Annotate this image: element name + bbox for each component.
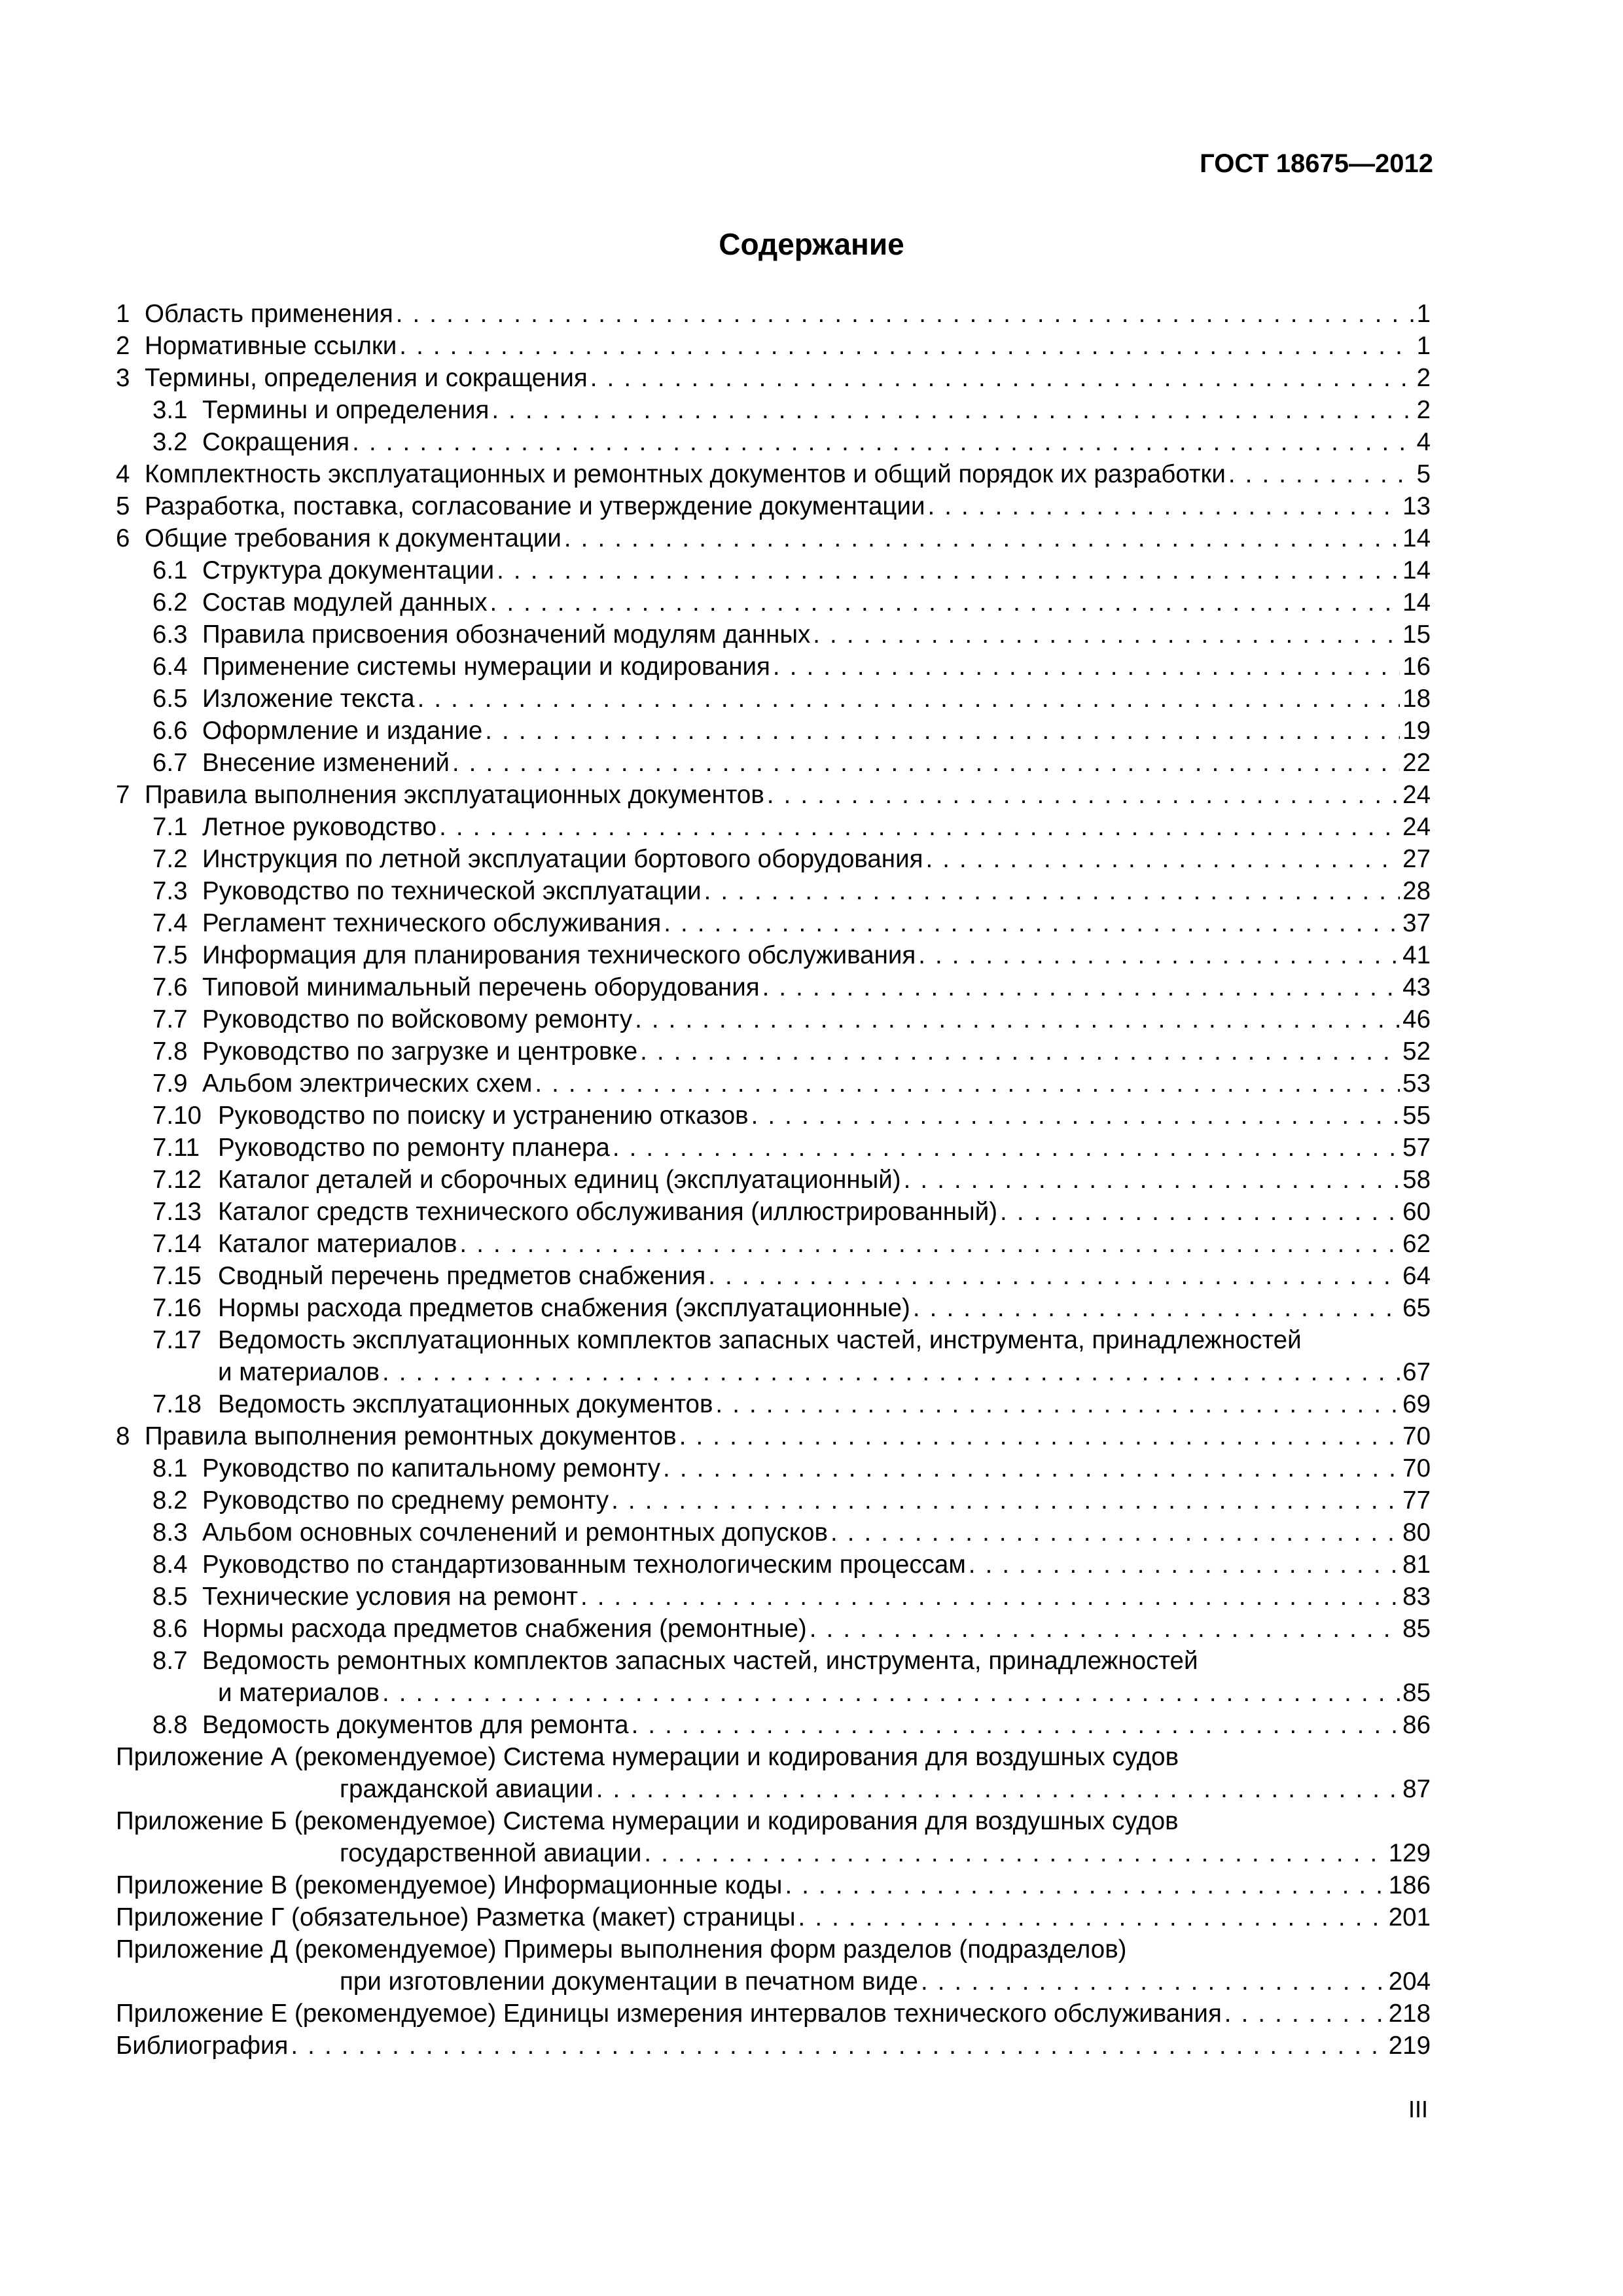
toc-entry-title: Ведомость эксплуатационных комплектов запасных частей, инструмента, принадлежностей [218, 1326, 1302, 1354]
toc-entry-number: 6.5 [152, 685, 188, 713]
toc-entry-title: Руководство по технической эксплуатации [202, 877, 702, 905]
toc-entry-number: 7.10 [152, 1102, 202, 1130]
toc-entry-title: Термины, определения и сокращения [145, 364, 588, 392]
toc-entry-title: Структура документации [202, 556, 495, 584]
toc-entry[interactable] [116, 619, 1431, 651]
toc-entry-page: 186 [1388, 1871, 1431, 1899]
toc-entry-page: 27 [1402, 845, 1431, 873]
toc-entry[interactable] [116, 394, 1431, 426]
toc-entry-number: 7.3 [152, 877, 188, 905]
toc-entry-number: 7.5 [152, 941, 188, 969]
toc-entry-page: 129 [1388, 1839, 1431, 1867]
toc-dot-leader [927, 490, 1400, 522]
toc-entry[interactable] [116, 1260, 1431, 1292]
toc-entry-title: Изложение текста [202, 685, 415, 713]
toc-entry-title: Правила выполнения эксплуатационных документов [145, 781, 764, 809]
toc-dot-leader [613, 1132, 1400, 1164]
toc-entry-number: 6.7 [152, 749, 188, 777]
toc-entry-title: Приложение Д (рекомендуемое) Примеры выполнения форм разделов (подразделов) [116, 1935, 1127, 1964]
toc-entry-title: Разработка, поставка, согласование и утверждение документации [145, 492, 925, 520]
toc-dot-leader [921, 1965, 1386, 1998]
toc-entry[interactable] [116, 1035, 1431, 1067]
toc-entry-number: 7.11 [152, 1134, 200, 1162]
toc-entry-page: 62 [1402, 1230, 1431, 1258]
toc-entry-title: Технические условия на ремонт [202, 1583, 578, 1611]
toc-entry-title: Применение системы нумерации и кодирования [202, 653, 770, 681]
toc-entry[interactable] [116, 1613, 1431, 1645]
toc-entry-title: Приложение Б (рекомендуемое) Система нумерации и кодирования для воздушных судов [116, 1807, 1179, 1835]
toc-dot-leader [382, 1356, 1400, 1388]
toc-entry-page: 5 [1416, 460, 1431, 488]
toc-entry[interactable] [116, 330, 1431, 362]
toc-entry-page: 204 [1388, 1967, 1431, 1996]
toc-entry-title: Общие требования к документации [145, 524, 562, 552]
toc-dot-leader [439, 811, 1400, 843]
toc-dot-leader [497, 554, 1400, 586]
toc-entry-title: Альбом электрических схем [202, 1069, 533, 1098]
toc-entry-number: 7.13 [152, 1198, 202, 1226]
toc-entry-title: и материалов [218, 1679, 380, 1707]
toc-entry[interactable] [116, 522, 1431, 554]
toc-entry-title: Ведомость эксплуатационных документов [218, 1390, 713, 1418]
toc-entry-page: 37 [1402, 909, 1431, 937]
toc-entry-title: Руководство по войсковому ремонту [202, 1005, 633, 1033]
toc-dot-leader [762, 971, 1400, 1003]
toc-entry-page: 60 [1402, 1198, 1431, 1226]
toc-entry[interactable] [116, 1837, 1431, 1869]
toc-entry-page: 2 [1416, 364, 1431, 392]
toc-entry-page: 14 [1402, 556, 1431, 584]
toc-entry[interactable] [116, 747, 1431, 779]
toc-entry[interactable] [116, 1741, 1431, 1773]
toc-dot-leader [751, 1100, 1400, 1132]
toc-dot-leader [913, 1292, 1400, 1324]
toc-entry[interactable] [116, 1805, 1431, 1837]
toc-entry-title: Каталог деталей и сборочных единиц (эксплуатационный) [218, 1166, 901, 1194]
toc-dot-leader [708, 1260, 1400, 1292]
toc-entry-number: 6.4 [152, 653, 188, 681]
toc-entry-title: Сокращения [202, 428, 350, 456]
toc-entry-title: Правила выполнения ремонтных документов [145, 1422, 677, 1450]
toc-entry[interactable] [116, 1164, 1431, 1196]
toc-entry[interactable] [116, 843, 1431, 875]
toc-dot-leader [452, 747, 1400, 779]
toc-entry-page: 19 [1402, 717, 1431, 745]
document-code: ГОСТ 18675—2012 [1200, 149, 1433, 178]
toc-entry-page: 46 [1402, 1005, 1431, 1033]
toc-entry-number: 8 [116, 1422, 130, 1450]
toc-entry-page: 43 [1402, 973, 1431, 1001]
toc-dot-leader [704, 875, 1400, 907]
toc-entry-number: 7.1 [152, 813, 188, 841]
toc-entry[interactable] [116, 907, 1431, 939]
toc-dot-leader [611, 1484, 1400, 1516]
toc-entry[interactable] [116, 1581, 1431, 1613]
toc-entry-number: 7.18 [152, 1390, 202, 1418]
toc-entry-page: 67 [1402, 1358, 1431, 1386]
toc-entry-page: 14 [1402, 524, 1431, 552]
toc-entry[interactable] [116, 1516, 1431, 1549]
toc-entry-title: Руководство по загрузке и центровке [202, 1037, 638, 1066]
toc-entry-title: Типовой минимальный перечень оборудования [202, 973, 760, 1001]
toc-entry-title: Приложение Е (рекомендуемое) Единицы измерения интервалов технического обслуживания [116, 2000, 1222, 2028]
toc-entry[interactable] [116, 1773, 1431, 1805]
toc-entry-page: 85 [1402, 1679, 1431, 1707]
toc-dot-leader [969, 1549, 1400, 1581]
toc-entry-page: 77 [1402, 1486, 1431, 1515]
toc-dot-leader [773, 651, 1400, 683]
toc-entry-number: 8.6 [152, 1615, 188, 1643]
toc-dot-leader [418, 683, 1400, 715]
toc-entry-page: 24 [1402, 781, 1431, 809]
toc-entry-number: 7.7 [152, 1005, 188, 1033]
toc-entry-number: 8.3 [152, 1518, 188, 1547]
toc-entry-title: Каталог средств технического обслуживания (иллюстрированный) [218, 1198, 998, 1226]
toc-entry-page: 69 [1402, 1390, 1431, 1418]
toc-entry-number: 4 [116, 460, 130, 488]
toc-entry-page: 13 [1402, 492, 1431, 520]
toc-dot-leader [490, 586, 1400, 619]
toc-entry-number: 6.3 [152, 620, 188, 649]
toc-entry-number: 6.2 [152, 588, 188, 617]
toc-entry[interactable] [116, 1933, 1431, 1965]
toc-entry-title: Руководство по стандартизованным технологическим процессам [202, 1551, 966, 1579]
toc-dot-leader [352, 426, 1414, 458]
toc-entry[interactable] [116, 1100, 1431, 1132]
toc-dot-leader [663, 1452, 1400, 1484]
toc-dot-leader [664, 907, 1400, 939]
toc-entry[interactable] [116, 1067, 1431, 1100]
toc-entry[interactable] [116, 1324, 1431, 1356]
toc-entry-page: 28 [1402, 877, 1431, 905]
toc-entry-page: 18 [1402, 685, 1431, 713]
toc-entry-title: Внесение изменений [202, 749, 450, 777]
toc-dot-leader [918, 939, 1400, 971]
toc-entry[interactable] [116, 586, 1431, 619]
toc-entry-title: Нормы расхода предметов снабжения (ремонтные) [202, 1615, 807, 1643]
toc-entry-title: Информация для планирования технического обслуживания [202, 941, 916, 969]
toc-entry[interactable] [116, 1965, 1431, 1998]
toc-entry-title: при изготовлении документации в печатном виде [340, 1967, 918, 1996]
toc-entry[interactable] [116, 1356, 1431, 1388]
toc-entry-page: 85 [1402, 1615, 1431, 1643]
toc-entry-title: Летное руководство [202, 813, 437, 841]
toc-entry-number: 3 [116, 364, 130, 392]
toc-entry[interactable] [116, 939, 1431, 971]
toc-entry[interactable] [116, 811, 1431, 843]
toc-entry-title: Приложение В (рекомендуемое) Информационные коды [116, 1871, 783, 1899]
page-title: Содержание [719, 227, 904, 261]
toc-entry-page: 83 [1402, 1583, 1431, 1611]
page-number: III [1408, 2096, 1428, 2123]
toc-entry[interactable] [116, 779, 1431, 811]
toc-entry[interactable] [116, 1228, 1431, 1260]
toc-entry[interactable] [116, 1132, 1431, 1164]
toc-entry[interactable] [116, 426, 1431, 458]
toc-entry-number: 8.2 [152, 1486, 188, 1515]
toc-entry-number: 3.1 [152, 396, 188, 424]
toc-entry-number: 8.7 [152, 1647, 188, 1675]
toc-entry[interactable] [116, 715, 1431, 747]
toc-entry[interactable] [116, 1549, 1431, 1581]
toc-entry[interactable] [116, 683, 1431, 715]
toc-entry-number: 8.1 [152, 1454, 188, 1482]
toc-entry[interactable] [116, 2030, 1431, 2062]
toc-entry[interactable] [116, 971, 1431, 1003]
toc-entry-number: 6.1 [152, 556, 188, 584]
toc-dot-leader [399, 330, 1414, 362]
toc-entry-page: 70 [1402, 1454, 1431, 1482]
toc-entry-page: 70 [1402, 1422, 1431, 1450]
toc-entry-page: 15 [1402, 620, 1431, 649]
toc-entry-page: 14 [1402, 588, 1431, 617]
toc-entry-page: 1 [1416, 300, 1431, 328]
toc-entry[interactable] [116, 554, 1431, 586]
toc-entry-number: 7.4 [152, 909, 188, 937]
toc-entry-number: 7.17 [152, 1326, 202, 1354]
toc-dot-leader [767, 779, 1400, 811]
toc-entry-number: 3.2 [152, 428, 188, 456]
toc-entry-title: Правила присвоения обозначений модулям данных [202, 620, 811, 649]
toc-entry-title: Нормы расхода предметов снабжения (эксплуатационные) [218, 1294, 910, 1322]
toc-entry-page: 65 [1402, 1294, 1431, 1322]
toc-entry-title: Ведомость ремонтных комплектов запасных частей, инструмента, принадлежностей [202, 1647, 1198, 1675]
toc-dot-leader [632, 1709, 1400, 1741]
toc-entry-page: 64 [1402, 1262, 1431, 1290]
toc-entry[interactable] [116, 651, 1431, 683]
toc-dot-leader [644, 1837, 1385, 1869]
table-of-contents [116, 298, 1431, 2062]
toc-dot-leader [382, 1677, 1400, 1709]
toc-dot-leader [596, 1773, 1400, 1805]
toc-entry[interactable] [116, 1452, 1431, 1484]
toc-entry-page: 16 [1402, 653, 1431, 681]
toc-entry-number: 8.5 [152, 1583, 188, 1611]
toc-entry-title: Руководство по поиску и устранению отказов [218, 1102, 749, 1130]
toc-entry-title: и материалов [218, 1358, 380, 1386]
toc-entry-title: Оформление и издание [202, 717, 483, 745]
toc-entry[interactable] [116, 1998, 1431, 2030]
toc-entry-number: 6 [116, 524, 130, 552]
toc-dot-leader [925, 843, 1400, 875]
toc-entry-number: 7.14 [152, 1230, 202, 1258]
toc-entry[interactable] [116, 298, 1431, 330]
toc-entry-page: 219 [1388, 2032, 1431, 2060]
toc-entry-page: 52 [1402, 1037, 1431, 1066]
toc-entry-number: 7.6 [152, 973, 188, 1001]
toc-entry-page: 53 [1402, 1069, 1431, 1098]
toc-entry-number: 7 [116, 781, 130, 809]
toc-dot-leader [491, 394, 1414, 426]
toc-entry-page: 24 [1402, 813, 1431, 841]
toc-entry-title: Каталог материалов [218, 1230, 457, 1258]
toc-entry[interactable] [116, 1420, 1431, 1452]
toc-entry-page: 86 [1402, 1711, 1431, 1739]
toc-entry-number: 7.8 [152, 1037, 188, 1066]
toc-entry-title: Регламент технического обслуживания [202, 909, 662, 937]
toc-entry-title: Комплектность эксплуатационных и ремонтных документов и общий порядок их разработки [145, 460, 1226, 488]
toc-entry-page: 87 [1402, 1775, 1431, 1803]
toc-dot-leader [635, 1003, 1400, 1035]
toc-entry[interactable] [116, 1484, 1431, 1516]
toc-dot-leader [813, 619, 1400, 651]
toc-dot-leader [904, 1164, 1400, 1196]
toc-entry-page: 4 [1416, 428, 1431, 456]
toc-entry-title: гражданской авиации [340, 1775, 594, 1803]
toc-entry-title: Сводный перечень предметов снабжения [218, 1262, 706, 1290]
toc-entry-number: 7.16 [152, 1294, 202, 1322]
toc-entry-page: 41 [1402, 941, 1431, 969]
toc-entry[interactable] [116, 1709, 1431, 1741]
toc-entry-number: 5 [116, 492, 130, 520]
toc-entry-page: 81 [1402, 1551, 1431, 1579]
toc-dot-leader [396, 298, 1414, 330]
toc-entry-page: 57 [1402, 1134, 1431, 1162]
toc-dot-leader [785, 1869, 1385, 1901]
toc-entry-title: Приложение А (рекомендуемое) Система нумерации и кодирования для воздушных судов [116, 1743, 1179, 1771]
toc-entry-title: Область применения [145, 300, 393, 328]
toc-entry-page: 22 [1402, 749, 1431, 777]
toc-entry[interactable] [116, 458, 1431, 490]
toc-entry-page: 2 [1416, 396, 1431, 424]
toc-dot-leader [715, 1388, 1400, 1420]
toc-entry-page: 201 [1388, 1903, 1431, 1931]
toc-entry-title: Состав модулей данных [202, 588, 488, 617]
toc-dot-leader [830, 1516, 1400, 1549]
toc-entry[interactable] [116, 490, 1431, 522]
toc-entry-title: Инструкция по летной эксплуатации бортового оборудования [202, 845, 923, 873]
toc-entry-title: Альбом основных сочленений и ремонтных допусков [202, 1518, 828, 1547]
toc-entry[interactable] [116, 1901, 1431, 1933]
toc-entry-page: 218 [1388, 2000, 1431, 2028]
toc-dot-leader [564, 522, 1400, 554]
toc-entry-title: Приложение Г (обязательное) Разметка (макет) страницы [116, 1903, 796, 1931]
toc-entry[interactable] [116, 1388, 1431, 1420]
toc-entry-number: 7.12 [152, 1166, 202, 1194]
toc-entry-title: Руководство по среднему ремонту [202, 1486, 609, 1515]
toc-entry[interactable] [116, 1677, 1431, 1709]
toc-dot-leader [291, 2030, 1385, 2062]
toc-entry-number: 8.4 [152, 1551, 188, 1579]
toc-entry-number: 6.6 [152, 717, 188, 745]
toc-entry-title: государственной авиации [340, 1839, 642, 1867]
toc-entry-title: Ведомость документов для ремонта [202, 1711, 629, 1739]
toc-entry-title: Термины и определения [202, 396, 490, 424]
toc-entry-title: Библиография [116, 2032, 289, 2060]
toc-entry[interactable] [116, 875, 1431, 907]
toc-entry[interactable] [116, 1196, 1431, 1228]
toc-dot-leader [1000, 1196, 1400, 1228]
toc-dot-leader [1228, 458, 1414, 490]
toc-dot-leader [640, 1035, 1400, 1067]
toc-dot-leader [580, 1581, 1400, 1613]
toc-entry-number: 8.8 [152, 1711, 188, 1739]
toc-entry-page: 58 [1402, 1166, 1431, 1194]
toc-entry[interactable] [116, 1869, 1431, 1901]
toc-entry[interactable] [116, 362, 1431, 394]
toc-entry-title: Нормативные ссылки [145, 332, 397, 360]
toc-dot-leader [590, 362, 1414, 394]
toc-entry-number: 1 [116, 300, 130, 328]
toc-entry-number: 7.2 [152, 845, 188, 873]
toc-entry-number: 2 [116, 332, 130, 360]
toc-entry[interactable] [116, 1003, 1431, 1035]
toc-dot-leader [459, 1228, 1400, 1260]
toc-entry[interactable] [116, 1645, 1431, 1677]
toc-dot-leader [679, 1420, 1400, 1452]
toc-dot-leader [485, 715, 1400, 747]
toc-entry-title: Руководство по ремонту планера [218, 1134, 610, 1162]
toc-entry[interactable] [116, 1292, 1431, 1324]
toc-dot-leader [810, 1613, 1400, 1645]
toc-dot-leader [1224, 1998, 1386, 2030]
toc-dot-leader [535, 1067, 1400, 1100]
toc-entry-number: 7.15 [152, 1262, 202, 1290]
toc-entry-title: Руководство по капитальному ремонту [202, 1454, 661, 1482]
toc-entry-number: 7.9 [152, 1069, 188, 1098]
toc-dot-leader [798, 1901, 1386, 1933]
toc-entry-page: 80 [1402, 1518, 1431, 1547]
toc-entry-page: 1 [1416, 332, 1431, 360]
toc-entry-page: 55 [1402, 1102, 1431, 1130]
